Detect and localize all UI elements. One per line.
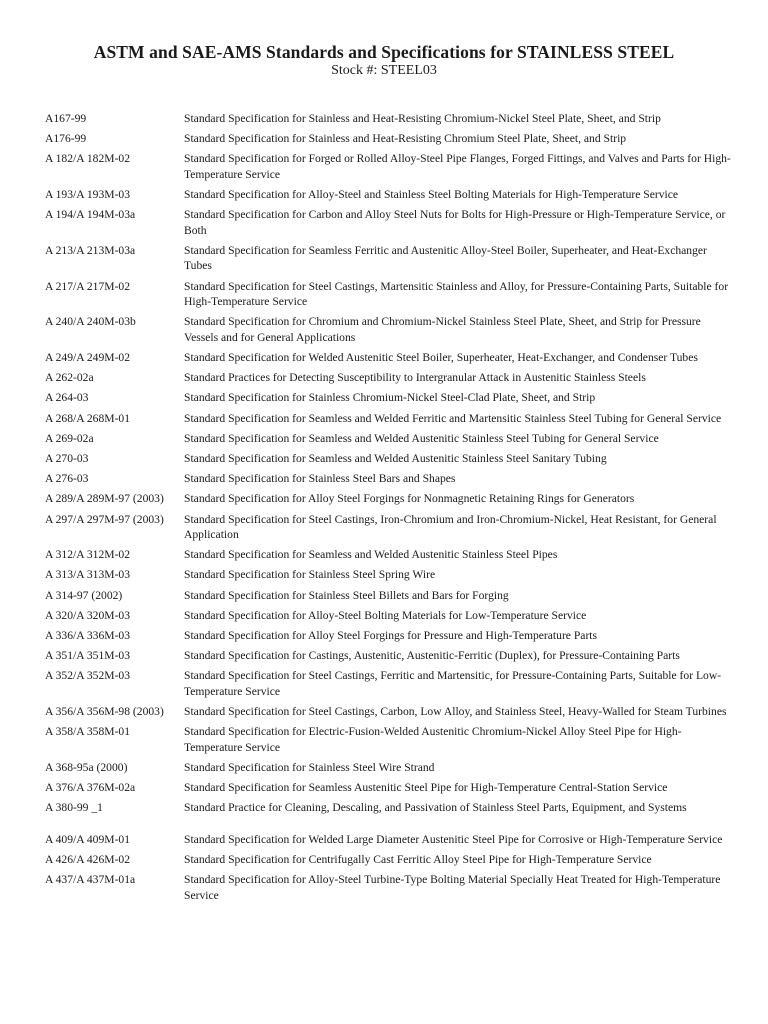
standard-description: Standard Specification for Alloy-Steel Bolting Materials for Low-Temperature Service [184, 608, 587, 622]
standard-description: Standard Specification for Steel Castings, Iron-Chromium and Iron-Chromium-Nickel, Heat Resistant, for General Application [184, 512, 717, 541]
standard-description: Standard Specification for Alloy Steel Forgings for Nonmagnetic Retaining Rings for Generators [184, 492, 635, 506]
standard-row [45, 390, 735, 406]
standard-description: Standard Specification for Seamless and Welded Ferritic and Martensitic Stainless Steel Tubing for General Service [184, 411, 722, 425]
standard-row [45, 704, 735, 720]
standard-code: A 376/A 376M-02a [45, 781, 136, 795]
standard-code: A 380-99 _1 [45, 801, 103, 815]
standard-code: A176-99 [45, 132, 87, 146]
standard-code: A 426/A 426M-02 [45, 852, 131, 866]
standard-row [45, 724, 735, 755]
standard-code: A 269-02a [45, 431, 94, 445]
standard-description: Standard Specification for Seamless Austenitic Steel Pipe for High-Temperature Central-Station Service [184, 781, 668, 795]
standard-row [45, 279, 735, 310]
standard-description: Standard Specification for Stainless Steel Spring Wire [184, 568, 436, 582]
standard-row [45, 832, 735, 848]
standard-description: Standard Specification for Alloy Steel Forgings for Pressure and High-Temperature Parts [184, 628, 598, 642]
standard-description: Standard Practices for Detecting Susceptibility to Intergranular Attack in Austenitic Stainless Steels [184, 371, 646, 385]
standard-row [45, 668, 735, 699]
standard-code: A 297/A 297M-97 (2003) [45, 512, 164, 526]
standard-code: A 194/A 194M-03a [45, 208, 136, 222]
standard-row [45, 491, 735, 507]
standard-code: A 409/A 409M-01 [45, 832, 131, 846]
standard-code: A 268/A 268M-01 [45, 411, 131, 425]
standard-code: A 336/A 336M-03 [45, 628, 131, 642]
standard-row [45, 314, 735, 345]
standard-code: A 264-03 [45, 391, 89, 405]
standard-code: A 352/A 352M-03 [45, 669, 131, 683]
standard-code: A 217/A 217M-02 [45, 279, 131, 293]
standard-row [45, 370, 735, 386]
standard-description: Standard Specification for Seamless and Welded Austenitic Stainless Steel Tubing for General Service [184, 431, 659, 445]
standard-code: A 249/A 249M-02 [45, 351, 131, 364]
standard-row [45, 567, 735, 583]
standard-description: Standard Specification for Chromium and Chromium-Nickel Stainless Steel Plate, Sheet, and Strip for Pressure Vessels and for General Applications [184, 315, 701, 344]
standard-code: A 368-95a (2000) [45, 760, 128, 774]
standard-code: A 182/A 182M-02 [45, 152, 131, 166]
standard-row [45, 111, 735, 127]
standard-row [45, 243, 735, 274]
standard-row [45, 131, 735, 147]
standard-code: A 240/A 240M-03b [45, 315, 136, 329]
standard-code: A 270-03 [45, 451, 89, 465]
standard-row [45, 588, 735, 604]
standard-row [45, 151, 735, 182]
standard-description: Standard Specification for Stainless and Heat-Resisting Chromium-Nickel Steel Plate, Sheet, and Strip [184, 112, 661, 125]
standard-description: Standard Specification for Welded Austenitic Steel Boiler, Superheater, Heat-Exchanger, and Condenser Tubes [184, 351, 698, 364]
standard-description: Standard Specification for Stainless and Heat-Resisting Chromium Steel Plate, Sheet, and Strip [184, 132, 627, 146]
standard-description: Standard Specification for Alloy-Steel Turbine-Type Bolting Material Specially Heat Treated for High-Temperature Service [184, 873, 721, 902]
standard-description: Standard Specification for Castings, Austenitic, Austenitic-Ferritic (Duplex), for Pressure-Containing Parts [184, 649, 680, 663]
standard-row [45, 800, 735, 816]
page-title: ASTM and SAE-AMS Standards and Specifications for STAINLESS STEEL [93, 42, 675, 62]
standard-description: Standard Specification for Seamless Ferritic and Austenitic Alloy-Steel Boiler, Superheater, and Heat-Exchanger Tubes [184, 243, 707, 273]
standard-code: A 358/A 358M-01 [45, 725, 131, 739]
standard-code: A 437/A 437M-01a [45, 873, 136, 887]
standard-row [45, 431, 735, 447]
standard-code: A 351/A 351M-03 [45, 649, 131, 663]
standard-description: Standard Specification for Stainless Chromium-Nickel Steel-Clad Plate, Sheet, and Strip [184, 391, 596, 405]
standard-description: Standard Specification for Stainless Steel Wire Strand [184, 760, 435, 774]
standard-code: A 262-02a [45, 371, 94, 385]
standard-description: Standard Specification for Carbon and Alloy Steel Nuts for Bolts for High-Pressure or High-Temperature Service, or Both [184, 208, 726, 237]
standard-description: Standard Practice for Cleaning, Descaling, and Passivation of Stainless Steel Parts, Equipment, and Systems [184, 801, 687, 815]
standard-description: Standard Specification for Alloy-Steel and Stainless Steel Bolting Materials for High-Temperature Service [184, 188, 679, 202]
standard-row [45, 780, 735, 796]
standard-row [45, 471, 735, 487]
standard-code: A 320/A 320M-03 [45, 608, 131, 622]
standard-row [45, 207, 735, 238]
standard-description: Standard Specification for Seamless and Welded Austenitic Stainless Steel Sanitary Tubing [184, 451, 607, 465]
standard-row [45, 628, 735, 644]
standards-list [45, 111, 735, 908]
standard-row [45, 512, 735, 543]
standard-code: A 289/A 289M-97 (2003) [45, 492, 164, 506]
standard-code: A167-99 [45, 112, 87, 125]
standard-description: Standard Specification for Steel Castings, Carbon, Low Alloy, and Stainless Steel, Heavy-Walled for Steam Turbines [184, 705, 727, 718]
standard-description: Standard Specification for Forged or Rolled Alloy-Steel Pipe Flanges, Forged Fittings, and Valves and Parts for High-Temperature Service [184, 152, 731, 181]
standard-code: A 276-03 [45, 472, 89, 486]
standard-row [45, 350, 735, 366]
standard-code: A 312/A 312M-02 [45, 548, 131, 562]
standard-code: A 313/A 313M-03 [45, 568, 131, 582]
standard-description: Standard Specification for Stainless Steel Billets and Bars for Forging [184, 588, 509, 602]
standard-row [45, 852, 735, 868]
standard-row [45, 451, 735, 467]
standard-row [45, 608, 735, 624]
stock-number: Stock #: STEEL03 [331, 63, 437, 78]
standard-description: Standard Specification for Stainless Steel Bars and Shapes [184, 472, 456, 486]
standard-description: Standard Specification for Seamless and Welded Austenitic Stainless Steel Pipes [184, 548, 558, 562]
standard-code: A 213/A 213M-03a [45, 243, 136, 257]
standard-code: A 193/A 193M-03 [45, 188, 131, 202]
standard-description: Standard Specification for Centrifugally Cast Ferritic Alloy Steel Pipe for High-Temperature Service [184, 852, 652, 866]
standard-row [45, 648, 735, 664]
standard-description: Standard Specification for Welded Large Diameter Austenitic Steel Pipe for Corrosive or High-Temperature Service [184, 832, 723, 846]
standard-code: A 314-97 (2002) [45, 588, 123, 602]
standard-description: Standard Specification for Steel Castings, Ferritic and Martensitic, for Pressure-Containing Parts, Suitable for Low-Temperature Service [184, 669, 722, 698]
standard-row [45, 187, 735, 203]
standard-description: Standard Specification for Steel Castings, Martensitic Stainless and Alloy, for Pressure-Containing Parts, Suitable for High-Temperature Service [184, 279, 729, 309]
standard-row [45, 411, 735, 427]
standard-code: A 356/A 356M-98 (2003) [45, 705, 164, 718]
standard-row [45, 547, 735, 563]
standard-description: Standard Specification for Electric-Fusion-Welded Austenitic Chromium-Nickel Alloy Steel Pipe for High-Temperature Service [184, 725, 682, 754]
standard-row [45, 760, 735, 776]
standard-row [45, 872, 735, 903]
